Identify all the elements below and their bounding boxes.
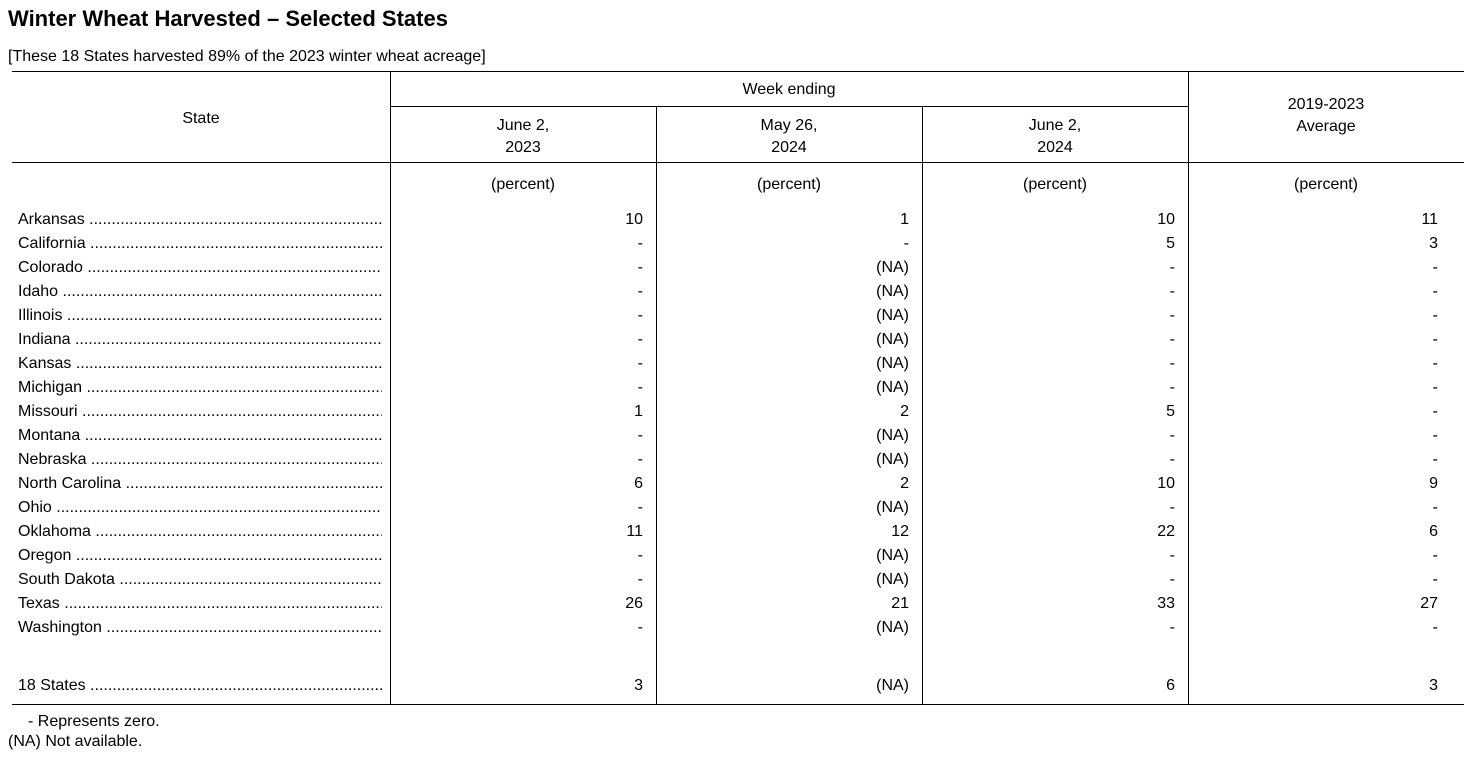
table-row <box>12 497 1464 519</box>
column-header-line: May 26, <box>760 117 818 134</box>
value-average: - <box>1432 379 1438 396</box>
value-june-2-2024: - <box>1169 259 1175 276</box>
header-bottom-rule <box>12 162 1464 163</box>
table-row <box>12 569 1464 591</box>
state-name: South Dakota ..... <box>18 569 382 591</box>
footnotes <box>0 712 160 752</box>
value-average: - <box>1432 355 1438 372</box>
week-ending-header: Week ending <box>742 81 836 98</box>
value-average: - <box>1432 451 1438 468</box>
value-may-26-2024: 2 <box>900 475 909 492</box>
column-header-line: 2024 <box>1037 139 1073 156</box>
state-name: Indiana ..... <box>18 329 382 351</box>
value-average: - <box>1432 331 1438 348</box>
table-row <box>12 257 1464 279</box>
state-name: Colorado ..... <box>18 257 382 279</box>
state-name: Washington ..... <box>18 617 382 639</box>
state-name: Illinois ..... <box>18 305 382 327</box>
table-row <box>12 305 1464 327</box>
state-name: Arkansas ..... <box>18 209 382 231</box>
table-row <box>12 449 1464 471</box>
table-row <box>12 521 1464 543</box>
unit-label: (percent) <box>1022 176 1088 193</box>
value-june-2-2024: 10 <box>1157 211 1175 228</box>
column-header-line: 2024 <box>771 139 807 156</box>
total-row <box>12 675 1464 697</box>
value-june-2-2024: 22 <box>1157 523 1175 540</box>
state-name: California ..... <box>18 233 382 255</box>
value-may-26-2024: (NA) <box>876 427 909 444</box>
value-may-26-2024: 21 <box>891 595 909 612</box>
value-june-2-2023: - <box>637 355 643 372</box>
value-average: - <box>1432 547 1438 564</box>
value-may-26-2024: (NA) <box>876 259 909 276</box>
value-may-26-2024: (NA) <box>876 379 909 396</box>
value-average: - <box>1432 427 1438 444</box>
value-june-2-2023: - <box>637 499 643 516</box>
value-average: - <box>1432 307 1438 324</box>
column-header-line: June 2, <box>496 117 550 134</box>
state-name: Texas ..... <box>18 593 382 615</box>
value-june-2-2024: - <box>1169 451 1175 468</box>
table-bottom-rule <box>12 704 1464 705</box>
value-june-2-2024: - <box>1169 619 1175 636</box>
value-june-2-2024: 33 <box>1157 595 1175 612</box>
page-subtitle: [These 18 States harvested 89% of the 2023 winter wheat acreage] <box>8 48 486 65</box>
value-june-2-2023: 1 <box>634 403 643 420</box>
value-average: 27 <box>1420 595 1438 612</box>
value-average: 9 <box>1429 475 1438 492</box>
state-name: Montana ..... <box>18 425 382 447</box>
value-june-2-2023: 6 <box>634 475 643 492</box>
value-may-26-2024: (NA) <box>876 283 909 300</box>
value-may-26-2024: (NA) <box>876 677 909 694</box>
state-name: Missouri ..... <box>18 401 382 423</box>
value-june-2-2024: - <box>1169 427 1175 444</box>
state-name: Oregon ..... <box>18 545 382 567</box>
value-may-26-2024: (NA) <box>876 619 909 636</box>
value-average: 6 <box>1429 523 1438 540</box>
column-header-june-2-2023 <box>390 115 656 159</box>
value-june-2-2023: - <box>637 451 643 468</box>
value-june-2-2023: - <box>637 283 643 300</box>
state-name: Kansas ..... <box>18 353 382 375</box>
value-may-26-2024: (NA) <box>876 355 909 372</box>
harvest-table <box>12 71 1464 705</box>
unit-label: (percent) <box>1293 176 1359 193</box>
value-june-2-2024: - <box>1169 571 1175 588</box>
value-june-2-2023: - <box>637 619 643 636</box>
state-name: Nebraska ..... <box>18 449 382 471</box>
value-june-2-2023: 10 <box>625 211 643 228</box>
value-june-2-2023: 11 <box>626 523 643 540</box>
value-may-26-2024: 2 <box>900 403 909 420</box>
table-row <box>12 425 1464 447</box>
table-row <box>12 209 1464 231</box>
value-may-26-2024: - <box>903 235 909 252</box>
value-may-26-2024: (NA) <box>876 499 909 516</box>
value-june-2-2023: 26 <box>625 595 643 612</box>
value-june-2-2024: 6 <box>1166 677 1175 694</box>
value-june-2-2023: 3 <box>634 677 643 694</box>
value-june-2-2023: - <box>637 235 643 252</box>
value-june-2-2024: - <box>1169 547 1175 564</box>
value-june-2-2023: - <box>637 427 643 444</box>
value-june-2-2024: - <box>1169 499 1175 516</box>
value-june-2-2023: - <box>637 547 643 564</box>
table-row <box>12 545 1464 567</box>
state-name: North Carolina ..... <box>18 473 382 495</box>
state-name: Oklahoma ..... <box>18 521 382 543</box>
value-average: - <box>1432 403 1438 420</box>
column-header-line: 2019-2023 <box>1287 96 1365 113</box>
table-row <box>12 233 1464 255</box>
value-june-2-2023: - <box>637 331 643 348</box>
value-average: - <box>1432 619 1438 636</box>
table-row <box>12 281 1464 303</box>
column-header-line: 2023 <box>505 139 541 156</box>
column-header-june-2-2024 <box>922 115 1188 159</box>
unit-label: (percent) <box>490 176 556 193</box>
value-may-26-2024: (NA) <box>876 547 909 564</box>
state-name: Michigan ..... <box>18 377 382 399</box>
value-june-2-2024: - <box>1169 379 1175 396</box>
value-june-2-2024: - <box>1169 331 1175 348</box>
value-june-2-2024: - <box>1169 307 1175 324</box>
group-header-rule <box>390 106 1188 107</box>
state-name: Ohio ..... <box>18 497 382 519</box>
table-row <box>12 617 1464 639</box>
unit-label: (percent) <box>756 176 822 193</box>
table-row <box>12 353 1464 375</box>
table-row <box>12 473 1464 495</box>
table-row <box>12 329 1464 351</box>
table-row <box>12 401 1464 423</box>
value-may-26-2024: (NA) <box>876 451 909 468</box>
value-may-26-2024: 1 <box>900 211 909 228</box>
value-june-2-2024: 5 <box>1166 403 1175 420</box>
value-average: 11 <box>1421 211 1438 228</box>
value-average: - <box>1432 499 1438 516</box>
value-may-26-2024: (NA) <box>876 571 909 588</box>
value-june-2-2023: - <box>637 259 643 276</box>
column-header-line: June 2, <box>1028 117 1082 134</box>
value-june-2-2023: - <box>637 571 643 588</box>
page-title: Winter Wheat Harvested – Selected States <box>8 6 448 31</box>
value-average: - <box>1432 283 1438 300</box>
value-june-2-2023: - <box>637 307 643 324</box>
value-may-26-2024: 12 <box>891 523 909 540</box>
value-may-26-2024: (NA) <box>876 331 909 348</box>
state-name: Idaho ..... <box>18 281 382 303</box>
value-june-2-2024: 5 <box>1166 235 1175 252</box>
state-name: 18 States ..... <box>18 675 382 697</box>
value-june-2-2024: - <box>1169 355 1175 372</box>
value-june-2-2023: - <box>637 379 643 396</box>
footnote-na: (NA) Not available. <box>8 733 143 750</box>
value-may-26-2024: (NA) <box>876 307 909 324</box>
table-row <box>12 377 1464 399</box>
value-average: 3 <box>1429 677 1438 694</box>
column-header-line: Average <box>1296 118 1356 135</box>
footnote-zero: - Represents zero. <box>28 713 160 730</box>
table-top-rule <box>12 71 1464 72</box>
value-average: 3 <box>1429 235 1438 252</box>
value-june-2-2024: 10 <box>1157 475 1175 492</box>
table-row <box>12 593 1464 615</box>
value-average: - <box>1432 571 1438 588</box>
value-june-2-2024: - <box>1169 283 1175 300</box>
value-average: - <box>1432 259 1438 276</box>
state-column-header: State <box>182 110 220 127</box>
column-header-average <box>1188 94 1464 138</box>
column-header-may-26-2024 <box>656 115 922 159</box>
